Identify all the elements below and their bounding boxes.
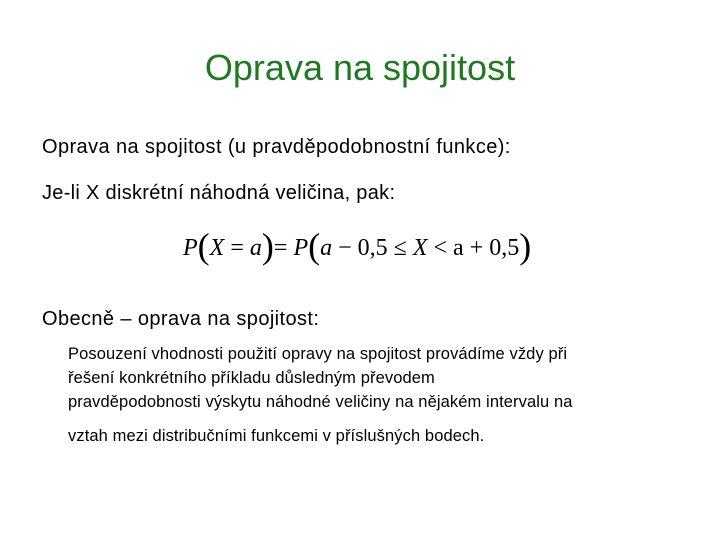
paragraph-line: Posouzení vhodnosti použití opravy na spojitost provádíme vždy při: [68, 345, 568, 363]
formula-x1: X: [209, 235, 225, 261]
paragraph-line: řešení konkrétního příkladu důsledným převodem: [68, 369, 435, 387]
slide-title: Oprava na spojitost: [204, 47, 516, 88]
formula-p2: P: [293, 235, 309, 261]
intro-text: Je-li X diskrétní náhodná veličina, pak:: [42, 182, 396, 204]
formula-close2: ): [519, 226, 532, 266]
formula-lt: < a + 0,5: [427, 235, 520, 261]
paragraph-line: vztah mezi distribučními funkcemi v příslušných bodech.: [68, 427, 485, 445]
heading-general: Obecně – oprava na spojitost:: [42, 308, 320, 330]
formula-open2: (: [308, 226, 321, 266]
formula-minus: − 0,5 ≤: [332, 235, 413, 261]
formula-a2: a: [320, 235, 333, 261]
formula-eq1: =: [224, 235, 250, 261]
formula-p1: P: [183, 235, 198, 261]
formula-open1: (: [197, 226, 210, 266]
formula-x2: X: [412, 235, 428, 261]
formula-a1: a: [249, 235, 262, 261]
formula-close1: ): [261, 226, 274, 266]
continuity-correction-formula: [183, 222, 531, 270]
formula-eq2: =: [273, 235, 294, 261]
explanation-paragraph: [68, 342, 688, 448]
paragraph-line: pravděpodobnosti výskytu náhodné veličiny na nějakém intervalu na: [68, 393, 573, 411]
heading-pmf: Oprava na spojitost (u pravděpodobnostní funkce):: [42, 136, 511, 158]
